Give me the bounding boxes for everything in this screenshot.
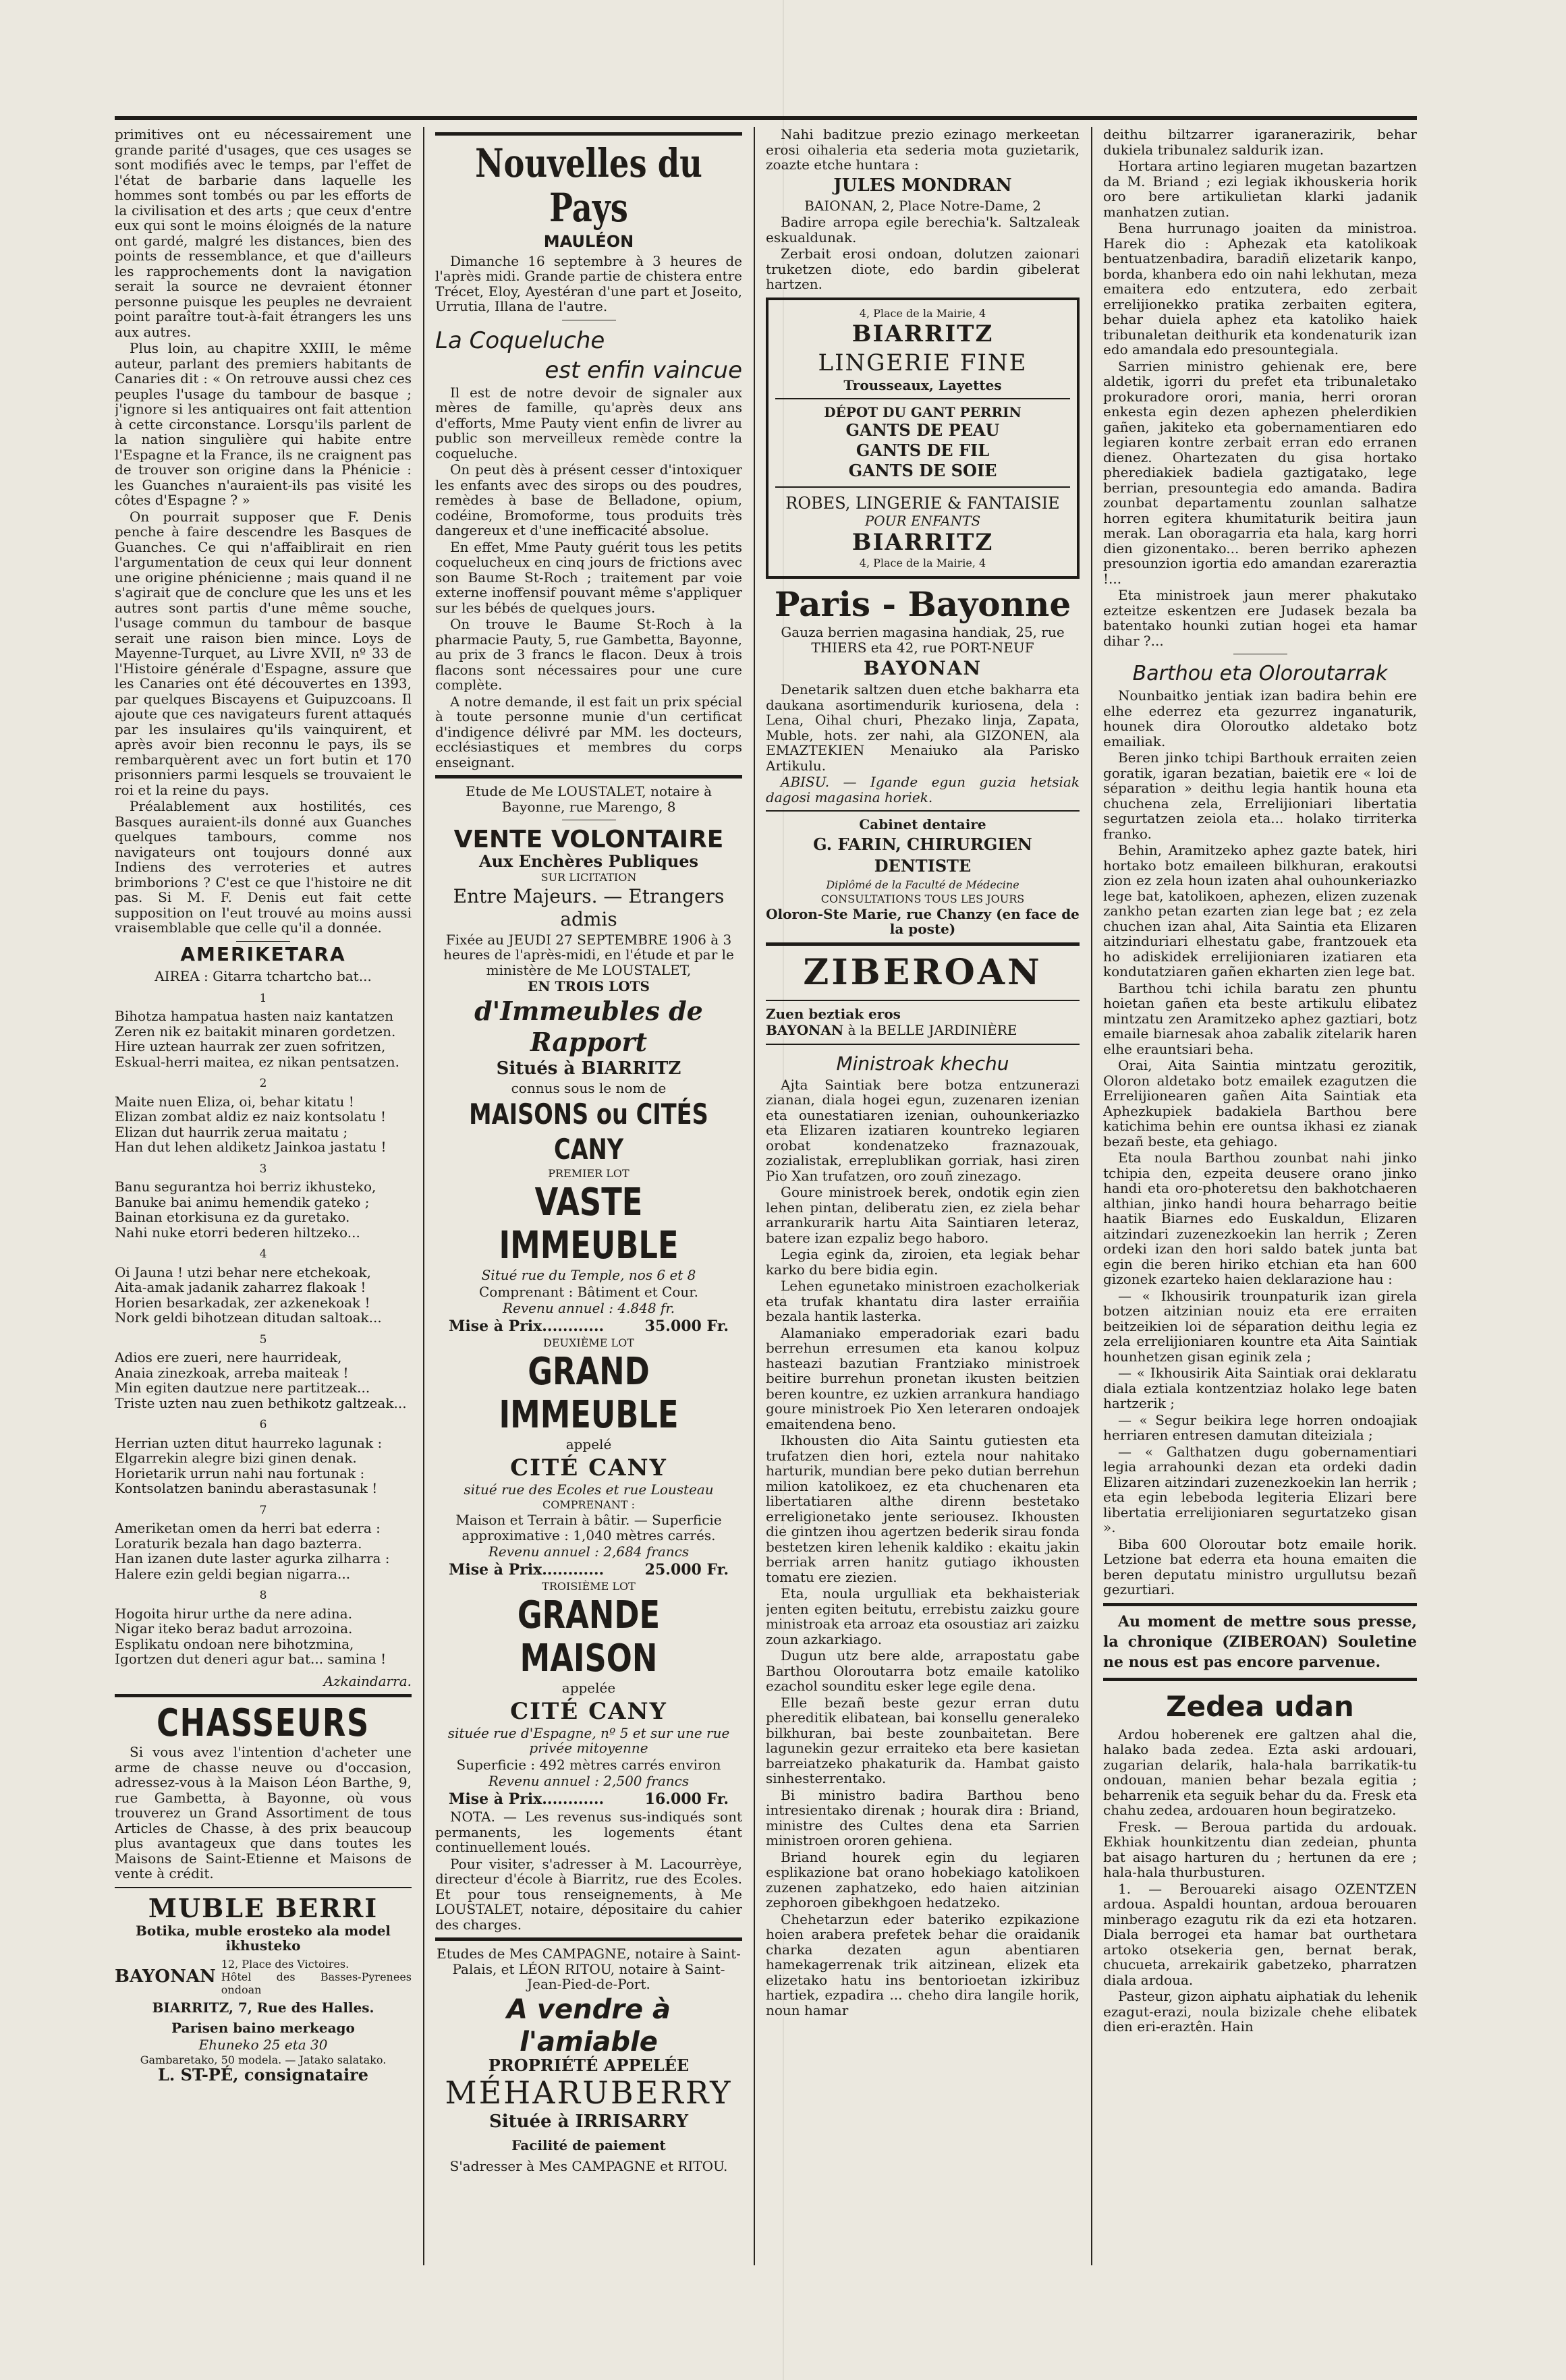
rule (1103, 1678, 1417, 1681)
paragraph: — « Segur beikira lege horren ondoajiak herriaren entresen damutan diteiziala ; (1103, 1411, 1417, 1443)
muble-addresses (221, 1958, 412, 1996)
verse-line: Nigar iteko beraz badut arrozoina. (115, 1620, 353, 1637)
vaste-revenu: Revenu annuel : 4.848 fr. (502, 1300, 675, 1316)
muble-bayonan: BAYONAN (115, 1966, 216, 1987)
paris-bayonne: Paris - Bayonne (774, 584, 1071, 624)
entre-majeurs: Entre Majeurs. — Etrangers admis (453, 884, 725, 930)
paragraph: Barthou tchi ichila baratu zen phuntu hoietan gañen eta beste artikulu elibatez mintzatu zen Aramitzeko aphez gaztiari, botz emaile biarnesak ahoa zabalik zitelarik haren elhe erauntsiari beha. (1103, 980, 1417, 1057)
paragraph: — « Ikhousirik trounpaturik izan girela botzen aitzinian nouiz eta ere erraiten beitzeikien loi de séparation deithu legia ez zela errelijioniaren kountre eta Aita Saintiak hounhetzen gisan eginik zela ; (1103, 1287, 1417, 1365)
vaste-comp: Comprenant : Bâtiment et Cour. (479, 1283, 698, 1300)
comprenant: COMPRENANT : (542, 1498, 635, 1511)
grande-sup: Superficie : 492 mètres carrés environ (456, 1756, 721, 1773)
paragraph: Chehetarzun eder bateriko ezpikazione hoien arabera prefetek behar die oraidanik charka dezaten agun abentiaren hamekagerrenak trik aitzinean, elizek eta elizetako hatu ins bentorioetan izkiribuz hartiek, ezpadira ... cheho dira langile horik, noun hamar (766, 1910, 1080, 2018)
poem-air: AIREA : Gitarra tchartcho bat... (155, 968, 372, 984)
verse-line: Hire uztean haurrak zer zuen sofritzen, (115, 1038, 386, 1054)
box-trousseaux: Trousseaux, Layettes (843, 376, 1002, 393)
paris-address: Gauza berrien magasina handiak, 25, rue THIERS eta 42, rue PORT-NEUF (781, 624, 1065, 656)
stanza (115, 1350, 412, 1411)
verse-line: Banu segurantza hoi berriz ikhusteko, (115, 1179, 376, 1195)
stanza-number: 3 (259, 1162, 267, 1176)
stanza-number: 8 (259, 1589, 267, 1602)
propriete: PROPRIÉTÉ APPELÉE (488, 2055, 690, 2075)
muble-signature: L. ST-PÉ, consignataire (158, 2065, 368, 2085)
stanza (115, 1094, 412, 1155)
verse-line: Elizan dut haurrik zerua maitatu ; (115, 1123, 348, 1140)
stanza-number: 2 (259, 1077, 267, 1090)
stanza-number: 1 (259, 991, 267, 1005)
rule (435, 1937, 742, 1941)
verse-line: Banuke bai animu hemendik gateko ; (115, 1193, 370, 1210)
stanza (115, 1179, 412, 1240)
zedea-title: Zedea udan (1166, 1689, 1354, 1723)
fixee: Fixée au JEUDI 27 SEPTEMBRE 1906 à 3 heures de l'après-midi, en l'étude et par le ministère de Me LOUSTALET, (443, 931, 734, 978)
stanza (115, 1009, 412, 1069)
stanza-number: 6 (259, 1418, 267, 1432)
lingerie-ad (766, 298, 1080, 579)
appelee: appelée (561, 1680, 616, 1696)
muble-address-1: 12, Place des Victoires. (221, 1957, 349, 1971)
situee: Située à IRRISARRY (488, 2112, 689, 2132)
vente-title: VENTE VOLONTAIRE (453, 826, 724, 853)
paragraph: Pasteur, gizon aiphatu aiphatiak du lehenik ezagut-erazi, noula bizizale chehe elibatek dien eri-eraztên. Hain (1103, 1988, 1417, 2035)
verse-line: Kontsolatzen banindu aberastasunak ! (115, 1480, 378, 1496)
paragraph: Biba 600 Oloroutar botz emaile horik. Letzione bat ederra eta houna emaiten die beren deputatu ministro urgullutsu bezañ gezurtiari. (1103, 1535, 1417, 1597)
verse-line: Han izanen dute laster agurka zilharra : (115, 1550, 390, 1566)
muble-gambar: Gambaretako, 50 modela. — Jatako salatako. (140, 2053, 387, 2066)
muble-ehuneko: Ehuneko 25 eta 30 (198, 2036, 328, 2053)
rule (775, 486, 1070, 488)
grand-price-row (449, 1562, 729, 1578)
mondran-address: BAIONAN, 2, Place Notre-Dame, 2 (804, 197, 1041, 214)
chasseurs-title: CHASSEURS (157, 1701, 370, 1745)
price-label: Mise à Prix............ (449, 1790, 605, 1808)
licitation: SUR LICITATION (540, 870, 637, 884)
amiable-title: A vendre à l'amiable (507, 1993, 671, 2058)
stanza-number: 7 (259, 1503, 267, 1517)
muble-biarritz: BIARRITZ, 7, Rue des Halles. (152, 1999, 374, 2016)
verse-line: Anaia zinezkoak, arreba maiteak ! (115, 1364, 349, 1381)
verse-line: Elizan zombat aldiz ez naiz kontsolatu ! (115, 1108, 387, 1125)
verse-line: Horietarik urrun nahi nau fortunak : (115, 1465, 365, 1481)
paragraph: Bi ministro badira Barthou beno intresientako direnak ; hourak dira : Briand, ministre des Cultes dena eta Sarrien ministroen ororen gehiena. (766, 1786, 1080, 1848)
paragraph: Sarrien ministro gehienak ere, bere aldetik, igorri du prefet eta tribunaletako prokuradore orori, mania, herri ororan enkesta egin dezen aphezen phelerdikien gañen, jakiteko eta gobernamentiaren edo legiaren kontre zerbait erran edo erranen dienez. Ohartezaten du gisa hortako pherediakiek badiela gaztigatako, lege berrian, presountegia edo amanda. Badira zounbat departamentu zounlan salhatze horren egitera khumitaturik beitira jaun merak. Lan oboragarria eta hala, karg horri dien gizonentako... beren berriko aphezen presounzion igortia edo amandan ezareraztia !... (1103, 358, 1417, 587)
rule (115, 1887, 412, 1888)
coqueluche-title-1: La Coqueluche (435, 327, 605, 354)
situes: Situés à BIARRITZ (496, 1058, 681, 1079)
verse-line: Horien besarkadak, zer azkenekoak ! (115, 1294, 370, 1311)
box-address-2: 4, Place de la Mairie, 4 (859, 557, 986, 569)
verse-line: Nork geldi bihotzean ditudan saltoak... (115, 1309, 382, 1326)
grande-price-row (449, 1792, 729, 1807)
verse-line: Aita-amak jadanik zaharrez flakoak ! (115, 1279, 366, 1295)
appele: appelé (565, 1436, 612, 1452)
vaste-title: VASTE IMMEUBLE (499, 1181, 679, 1268)
poem-signature: Azkaindarra. (323, 1672, 412, 1689)
box-depot: DÉPOT DU GANT PERRIN (824, 404, 1022, 420)
nota: NOTA. — Les revenus sus-indiqués sont permanents, les logements étant continuellement loués. (435, 1809, 742, 1855)
paragraph: Plus loin, au chapitre XXIII, le même auteur, parlant des premiers habitants de Canaries dit : « On retrouve aussi chez ces peuples l'usage du tambour de basque ; j'ignore si les antiquaires ont fait attention à cette circonstance. Lorsqu'ils parlent de la nation singulière qui habite entre l'Espagne et la France, ils ne craignent pas de trouver son origine dans la Phénicie : les Guanches n'auraient-ils pas visité les côtes d'Espagne ? » (115, 340, 412, 508)
paragraph: Fresk. — Beroua partida du ardouak. Ekhiak hounkitzentu dian zedeian, phunta bat aisago harturen du ; hertunen da ere ; hala-hala thurbusturen. (1103, 1818, 1417, 1880)
poem-title: AMERIKETARA (180, 942, 346, 965)
verse-line: Han dut lehen aldiketz Jainkoa jastatu ! (115, 1139, 387, 1155)
lot-2: DEUXIÈME LOT (543, 1336, 634, 1349)
box-biarritz: BIARRITZ (851, 320, 994, 347)
top-rule (115, 116, 1417, 120)
paragraph: Dugun utz bere alde, arrapostatu gabe Barthou Oloroutarra botz emaile katoliko ezachol sounditu esker lege egile dena. (766, 1647, 1080, 1694)
abisu: ABISU. — Igande egun guzia hetsiak dagosi magasina horiek. (766, 774, 1080, 805)
zuen: Zuen beztiak eros (766, 1005, 901, 1022)
grande-title: GRANDE MAISON (517, 1593, 661, 1680)
verse-line: Loraturik bezala han dago bazterra. (115, 1535, 362, 1552)
belle-bayonan: BAYONAN (766, 1022, 844, 1038)
immeubles-title: d'Immeubles de Rapport (474, 995, 703, 1057)
belle-jardiniere (766, 1023, 1080, 1038)
muble-address-2: Hôtel des Basses-Pyrenees ondoan (221, 1970, 412, 1996)
diplome: Diplômé de la Faculté de Médecine (826, 878, 1019, 891)
verse-line: Nahi nuke etorri bederen hiltzeko... (115, 1224, 360, 1241)
paragraph: Nahi baditzue prezio ezinago merkeetan erosi oihaleria eta sederia mota guzietarik, zoazte etche huntara : (766, 127, 1080, 173)
mondran: JULES MONDRAN (833, 175, 1012, 196)
muble-address (115, 1958, 412, 1996)
box-gants-2: GANTS DE FIL (856, 440, 990, 460)
lot-3: TROISIÈME LOT (542, 1580, 636, 1593)
paragraph: Ajta Saintiak bere botza entzunerazi zianan, diala hogei egun, zuzenaren izenian eta ounestatiaren izenian, ouhounkeriazko eta Elizaren izatiaren kountreko legiaren orobat kondenatzeko fraznazouak, zozialistak, erreplublikan gorriak, hasi ziren Pio Xan trufatzen, oro zouñ zinezago. (766, 1076, 1080, 1184)
verse-line: Esplikatu ondoan nere bihotzmina, (115, 1635, 354, 1652)
cite-cany-1: CITÉ CANY (510, 1454, 667, 1481)
verse-line: Min egiten dautzue nere partitzeak... (115, 1380, 370, 1396)
muble-subtitle: Botika, muble erosteko ala model ikhusteko (135, 1922, 391, 1954)
poem-stanzas (115, 991, 412, 1667)
box-enfants: POUR ENFANTS (864, 512, 981, 529)
rule (775, 398, 1070, 399)
verse-line: Ameriketan omen da herri bat ederra : (115, 1520, 381, 1536)
paragraph: Eta, noula urgulliak eta bekhaisteriak jenten egiten beitutu, errebistu zaizku goure ministroak eta arroaz eta osoustiaz ari zaizku zoun azkarkiago. (766, 1585, 1080, 1647)
oloron: Oloron-Ste Marie, rue Chanzy (en face de la poste) (766, 905, 1080, 937)
verse-line: Adios ere zueri, nere haurrideak, (115, 1349, 342, 1365)
muble-title: MUBLE BERRI (148, 1892, 379, 1923)
verse-line: Bainan etorkisuna ez da guretako. (115, 1209, 350, 1225)
column-divider (423, 127, 424, 2265)
lot-1: PREMIER LOT (548, 1167, 630, 1180)
paragraph: On peut dès à présent cesser d'intoxiquer les enfants avec des sirops ou des poudres, remèdes à base de Belladone, opium, codéine, Bromoforme, tous produits très dangereux et d'une inefficacité absolue. (435, 461, 742, 538)
paragraph: On pourrait supposer que F. Denis penche à faire descendre les Basques de Guanches. Ce qui n'affaiblirait en rien l'argumentation de ceux qui leur donnent une origine phénicienne ; mais quand il ne s'agirait que de conclure que les uns et les autres sont partis d'une même souche, l'usage commun du tambour de basque serait une raison bien mince. Loys de Mayenne-Turquet, au Livre XVII, nº 33 de l'Histoire générale d'Espagne, assure que les Canaries ont été découvertes en 1393, par quelques Biscayens et Guipuzcoans. Il ajoute que ces navigateurs furent attaqués par les insulaires qu'ils vainquirent, et après avoir bien reconnu le pays, ils se rembarquèrent avec un fort butin et 170 prisonniers parmi lesquels se trouvaient le roi et la reine du pays. (115, 508, 412, 798)
stanza (115, 1606, 412, 1667)
box-biarritz-2: BIARRITZ (851, 529, 994, 556)
paragraph: Zerbait erosi ondoan, dolutzen zaionari truketzen diote, edo bardin gibelerat hartzen. (766, 246, 1080, 292)
muble-parisen: Parisen baino merkeago (171, 2020, 355, 2036)
paragraph: En effet, Mme Pauty guérit tous les petits coquelucheux en cinq jours de frictions avec son Baume St-Roch ; traitement par voie externe inoffensif pouvant même s'appliquer sur les bébés de quelques jours. (435, 538, 742, 616)
chasseurs-text: Si vous avez l'intention d'acheter une arme de chasse neuve ou d'occasion, adressez-vous à la Maison Léon Barthe, 9, rue Gambetta, à Bayonne, où vous trouverez un Grand Assortiment de tous Articles de Chasse, à des prix beaucoup plus avantageux que dans toutes les Maisons de Saint-Etienne et Maisons de vente à crédit. (115, 1744, 412, 1881)
paragraph: Elle bezañ beste gezur erran dutu phereditik elibatean, bai konsellu generaleko bilkhuran, bai beste zounbaitetan. Bere lagunekin gezur erraiteko eta bere kasietan barreiatzeko phakaturik da. Hambat gaisto sinhesterrentako. (766, 1694, 1080, 1786)
grand-comp: Maison et Terrain à bâtir. — Superficie approximative : 1,040 mètres carrés. (455, 1512, 722, 1543)
rule (766, 1000, 1080, 1001)
vaste-rue: Situé rue du Temple, nos 6 et 8 (481, 1267, 696, 1283)
encheres: Aux Enchères Publiques (478, 851, 699, 871)
mauleon-heading: MAULÉON (543, 232, 634, 251)
ministroak-title: Ministroak khechu (836, 1052, 1009, 1075)
box-lingerie: LINGERIE FINE (818, 349, 1028, 376)
verse-line: Zeren nik ez baitakit minaren gordetzen. (115, 1023, 396, 1040)
paragraph: primitives ont eu nécessairement une grande parité d'usages, que ces usages se sont modifiés avec le temps, par l'effet de l'état de barbarie dans laquelle les hommes sont tombés ou par les efforts de la civilisation et des arts ; que ceux d'entre eux qui sont le moins éloignés de la nature ont gardé, malgré les distances, bien des points de ressemblance, et que d'ailleurs les rapprochements dont la navigation serait la source ne devraient étonner personne puisque les peuples ne devraient point paraître tout-à-fait étrangers les uns aux autres. (115, 127, 412, 340)
paragraph: Legia egink da, ziroien, eta legiak behar karko du bere bidia egin. (766, 1246, 1080, 1278)
paragraph: — « Galthatzen dugu gobernamentiari legia arrahounki dezan eta ordeki dadin Elizaren aitzindari zuzenezkoekin lan herrik ; eta egin lebeboda legiteria Elizari bere libertatia errelijioniaren segurtatzeko gisan ». (1103, 1443, 1417, 1535)
verse-line: Elgarrekin alegre bizi ginen denak. (115, 1450, 357, 1466)
paragraph: Beren jinko tchipi Barthouk erraiten zeien goratik, igaran bezatian, baietik ere « loi de séparation » deithu legia hantik houna eta chuchena zela, Errelijioniari libertatia segurtatzen zeiola eta... holako tirriterka franko. (1103, 749, 1417, 842)
belle-text: à la BELLE JARDINIÈRE (847, 1022, 1017, 1038)
rule (115, 1694, 412, 1697)
paragraph: Denetarik saltzen duen etche bakharra eta daukana asortimendurik kuriosena, dela : Lena, Oihal churi, Phezako linja, Zapata, Muble, hots. zer nahi, ala GIZONEN, ala EMAZTEKIEN Menaiuko ala Parisko Artikulu. (766, 681, 1080, 774)
paragraph: Briand hourek egin du legiaren esplikazione bat orano hobekiago katolikoen zuzenen zaphatzeko, edo haien aitzinian zephoroen gibekhgoen hedatzeko. (766, 1848, 1080, 1910)
box-gants-3: GANTS DE SOIE (848, 460, 997, 480)
consult: CONSULTATIONS TOUS LES JOURS (820, 892, 1025, 905)
paragraph: Préalablement aux hostilités, ces Basques auraient-ils donné aux Guanches quelques tambours, comme nos navigateurs ont toujours donné aux Indiens des verroteries et autres brimborions ? C'est ce que l'histoire ne dit pas. Si M. F. Denis eut fait cette supposition on l'eut trouvé au moins aussi vraisemblable que celle qu'il a donnée. (115, 798, 412, 936)
box-gants-1: GANTS DE PEAU (845, 420, 1000, 440)
stanza (115, 1265, 412, 1326)
paragraph: — « Ikhousirik Aita Saintiak orai deklaratu diala eztiala kontzentziaz holako lege baten hartzerik ; (1103, 1365, 1417, 1411)
rule (766, 810, 1080, 812)
verse-line: Maite nuen Eliza, oi, behar kitatu ! (115, 1093, 354, 1110)
cite-cany-2: CITÉ CANY (510, 1697, 667, 1725)
paragraph: Hortara artino legiaren mugetan bazartzen da M. Briand ; ezi legiak ikhouskeria horik oro bere artikulietan klarki jadanik manhatzen zutian. (1103, 158, 1417, 220)
column-divider (1091, 127, 1092, 2265)
price-value: 25.000 Fr. (644, 1560, 729, 1579)
price-value: 16.000 Fr. (644, 1790, 729, 1808)
rule (766, 1044, 1080, 1045)
stanza (115, 1521, 412, 1581)
paragraph: Ikhousten dio Aita Saintu gutiesten eta trufatzen dien hori, eztela nour nahitako harturik, mundian bere peko dutian berrehun milion katolikoez, ez eta chuchenaren eta libertatiaren althe direnn bestetako erreligionetako jente seriousez. Ikhousten die gintzen ihou agertzen bederik sirau fonda bestetzen kiren lehenik kaldiko : ekaitu jakin berriak arren hanitz gutiago ikhousten tomatu ere ziezien. (766, 1432, 1080, 1585)
paragraph: Goure ministroek berek, ondotik egin zien lehen pintan, deliberatu zien, ez ziela behar arrankurarik hartu Aita Saintiaren leteraz, batere izan ezpaliz bego haboro. (766, 1184, 1080, 1246)
grand-rue: situé rue des Ecoles et rue Lousteau (464, 1481, 714, 1498)
verse-line: Igortzen dut deneri agur bat... samina ! (115, 1651, 387, 1667)
paragraph: Behin, Aramitzeko aphez gazte batek, hiri hortako botz emaileen bilkhuran, erakoutsi zion ez zela houn izaten ahal ouhounkeriazko lege bat, katolikoen, aphezen, elizen zuzenak zankho petan ezarten zian lege bat ; ez zela chuchen izan ahal, Aita Saintia eta Elizaren aitzinduriari elhestatu gabe, frantzouek eta ho adiskidek errelijioniaren izatiaren eta kondutatziaren gañen ekharten zien lege bat. (1103, 842, 1417, 980)
column-4 (1103, 127, 1417, 2272)
verse-line: Eskual-herri maitea, ez nikan pentsatzen. (115, 1053, 400, 1070)
grande-revenu: Revenu annuel : 2,500 francs (488, 1773, 690, 1789)
separator (236, 941, 290, 942)
paragraph: Lehen egunetako ministroen ezacholkeriak eta trufak khantatu dira laster erraiñia bezala hantik lasterka. (766, 1278, 1080, 1324)
barthou-title: Barthou eta Oloroutarrak (1132, 662, 1388, 685)
paragraph: 1. — Berouareki aisago OZENTZEN ardoua. Aspaldi hountan, ardoua berouaren minberago ezagutu rik da ezi eta hotzaren. Diala berrogei eta hamar bat ourthetara artoko otsekeria gen, bernat berak, chucueta, arrekairik gabetzeko, pharratzen diala ardoua. (1103, 1880, 1417, 1988)
farin: G. FARIN, CHIRURGIEN DENTISTE (813, 834, 1032, 876)
verse-line: Herrian uzten ditut haurreko lagunak : (115, 1434, 383, 1451)
coqueluche-title-2: est enfin vaincue (544, 356, 742, 384)
stanza (115, 1436, 412, 1496)
bayonan: BAYONAN (863, 657, 982, 679)
paragraph: Bena hurrunago joaiten da ministroa. Harek dio : Aphezak eta katolikoak bentuatzenbadira, baradiñ elizetarik kanpo, borda, khanbera edo oin nahi lekhutan, meza emaitera edo entzutera, edo zerbait errelijionekko pratika zerbaiten egitera, behar duiela aphez eta katoliko haiek tribunaletan deithurik eta kondenaturik izan edo amandala edo presountegiala. (1103, 220, 1417, 358)
maisons-title: MAISONS ou CITÉS CANY (469, 1098, 708, 1166)
facilite: Facilité de paiement (511, 2137, 666, 2153)
verse-line: Oi Jauna ! utzi behar nere etchekoak, (115, 1264, 371, 1280)
stanza-number: 5 (259, 1332, 267, 1347)
price-label: Mise à Prix............ (449, 1317, 605, 1335)
price-label: Mise à Prix............ (449, 1560, 605, 1579)
trois-lots: EN TROIS LOTS (528, 978, 650, 994)
etude-loustalet: Etude de Me LOUSTALET, notaire à Bayonne, rue Marengo, 8 (465, 783, 712, 815)
price-value: 35.000 Fr. (644, 1317, 729, 1335)
paragraph: Eta noula Barthou zounbat nahi jinko tchipia den, ezpeita deusere orano jinko handi eta oro-photeretsu den bakhotchaeren althian, jinko handi houra beharrago beitie haatik Biarnes edo Euskaldun, Elizaren aitzindari zuzenezkoekin lan herrik ; Zeren ordeki izan den hori saldo batek junta bat egin die beren hiriko etchian eta han 600 gizonek ezarteko haien deklarazione hau : (1103, 1150, 1417, 1287)
paragraph: Alamaniako emperadoriak ezari badu berrehun erresumen eta kanou kolpuz hasteazi bazutian Frantziako ministroek beitire burrehun pronetan ikusten beitzien beren kountre, ez uzkien arrankura handiago goure ministroek Pio Xen leteraren ondoajek emaitendena beno. (766, 1324, 1080, 1432)
connus: connus sous le nom de (511, 1079, 667, 1096)
grand-revenu: Revenu annuel : 2,684 francs (488, 1543, 690, 1560)
rule (1103, 1603, 1417, 1606)
verse-line: Triste uzten nau zuen bethikotz galtzeak... (115, 1394, 407, 1411)
newspaper-page (115, 116, 1417, 2288)
section-title: Nouvelles du Pays (475, 140, 702, 231)
grande-rue: située rue d'Espagne, nº 5 et sur une rue privée mitoyenne (447, 1724, 730, 1756)
ziberoan-title: ZIBEROAN (803, 951, 1042, 993)
cabinet: Cabinet dentaire (859, 816, 986, 832)
paragraph: Badire arropa egile berechia'k. Saltzaleak eskualdunak. (766, 214, 1080, 246)
paragraph: deithu biltzarrer igaranerazirik, behar dukiela tribunalez saldurik izan. (1103, 127, 1417, 158)
column-1 (115, 127, 412, 2272)
paragraph: Nounbaitko jentiak izan badira behin ere elhe ederrez eta gezurrez inganaturik, hounek dira Oloroutko aldetako botz emailiak. (1103, 687, 1417, 749)
verse-line: Halere ezin geldi begian nigarra... (115, 1565, 351, 1582)
paragraph: Eta ministroek jaun merer phakutako ezteitze eskentzen ere Judasek bezala ba batentako hounki zutian hogei eta hamar dihar ?... (1103, 587, 1417, 649)
paragraph: Dimanche 16 septembre à 3 heures de l'après midi. Grande partie de chistera entre Trécet, Eloy, Ayestéran d'une part et Joseito, Urrutia, Illana de l'autre. (435, 252, 742, 314)
stanza-number: 4 (259, 1247, 267, 1261)
rule (435, 132, 742, 136)
paragraph: Ardou hoberenek ere galtzen ahal die, halako bada zedea. Ezta aski ardouari, zugarian delarik, hala-hala barrikatik-tu ondouan, manien behar bezala egitia ; beharrenik eta seguik behar du da. Fresk eta chahu zedea, ardouaren houn begiratzeko. (1103, 1726, 1417, 1818)
column-divider (754, 127, 755, 2265)
paragraph: Orai, Aita Saintia mintzatu gerozitik, Oloron aldetako botz emailek ezagutzen die Errelijionearen gañen Aita Saintiak eta Aphezkupiek badakiela Barthou bere katichima behin ere ountsa ikhasi ez zianak bezañ beste, eta gehiago. (1103, 1057, 1417, 1150)
etude-campagne: Etudes de Mes CAMPAGNE, notaire à Saint-Palais, et LÉON RITOU, notaire à Saint-Jean-Pied-de-Port. (437, 1946, 741, 1992)
box-robes: ROBES, LINGERIE & FANTAISIE (785, 493, 1060, 513)
notice: Au moment de mettre sous presse, la chronique (ZIBEROAN) Souletine ne nous est pas encore parvenue. (1103, 1612, 1417, 1671)
column-3 (766, 127, 1080, 2272)
rule (766, 942, 1080, 946)
paragraph: A notre demande, il est fait un prix spécial à toute personne munie d'un certificat d'indigence délivré par MM. les docteurs, ecclésiastiques et membres du corps enseignant. (435, 693, 742, 770)
verse-line: Hogoita hirur urthe da nere adina. (115, 1605, 353, 1622)
meharuberry: MÉHARUBERRY (445, 2074, 733, 2111)
vaste-price-row (449, 1319, 729, 1334)
grand-title: GRAND IMMEUBLE (499, 1350, 679, 1437)
verse-line: Bihotza hampatua hasten naiz kantatzen (115, 1008, 394, 1024)
paragraph: Il est de notre devoir de signaler aux mères de famille, qu'après deux ans d'efforts, Mme Pauty vient enfin de livrer au public son merveilleux remède contre la coqueluche. (435, 384, 742, 461)
paragraph: On trouve le Baume St-Roch à la pharmacie Pauty, 5, rue Gambetta, Bayonne, au prix de 3 francs le flacon. Deux à trois flacons sont nécessaires pour une cure complète. (435, 616, 742, 693)
visiter: Pour visiter, s'adresser à M. Lacourrèye, directeur d'école à Biarritz, rue des Ecoles. Et pour tous renseignements, à Me LOUSTALET, notaire, dépositaire du cahier des charges. (435, 1855, 742, 1933)
adresser: S'adresser à Mes CAMPAGNE et RITOU. (449, 2157, 728, 2174)
rule (435, 775, 742, 778)
box-address: 4, Place de la Mairie, 4 (859, 306, 986, 320)
column-2 (435, 127, 742, 2272)
